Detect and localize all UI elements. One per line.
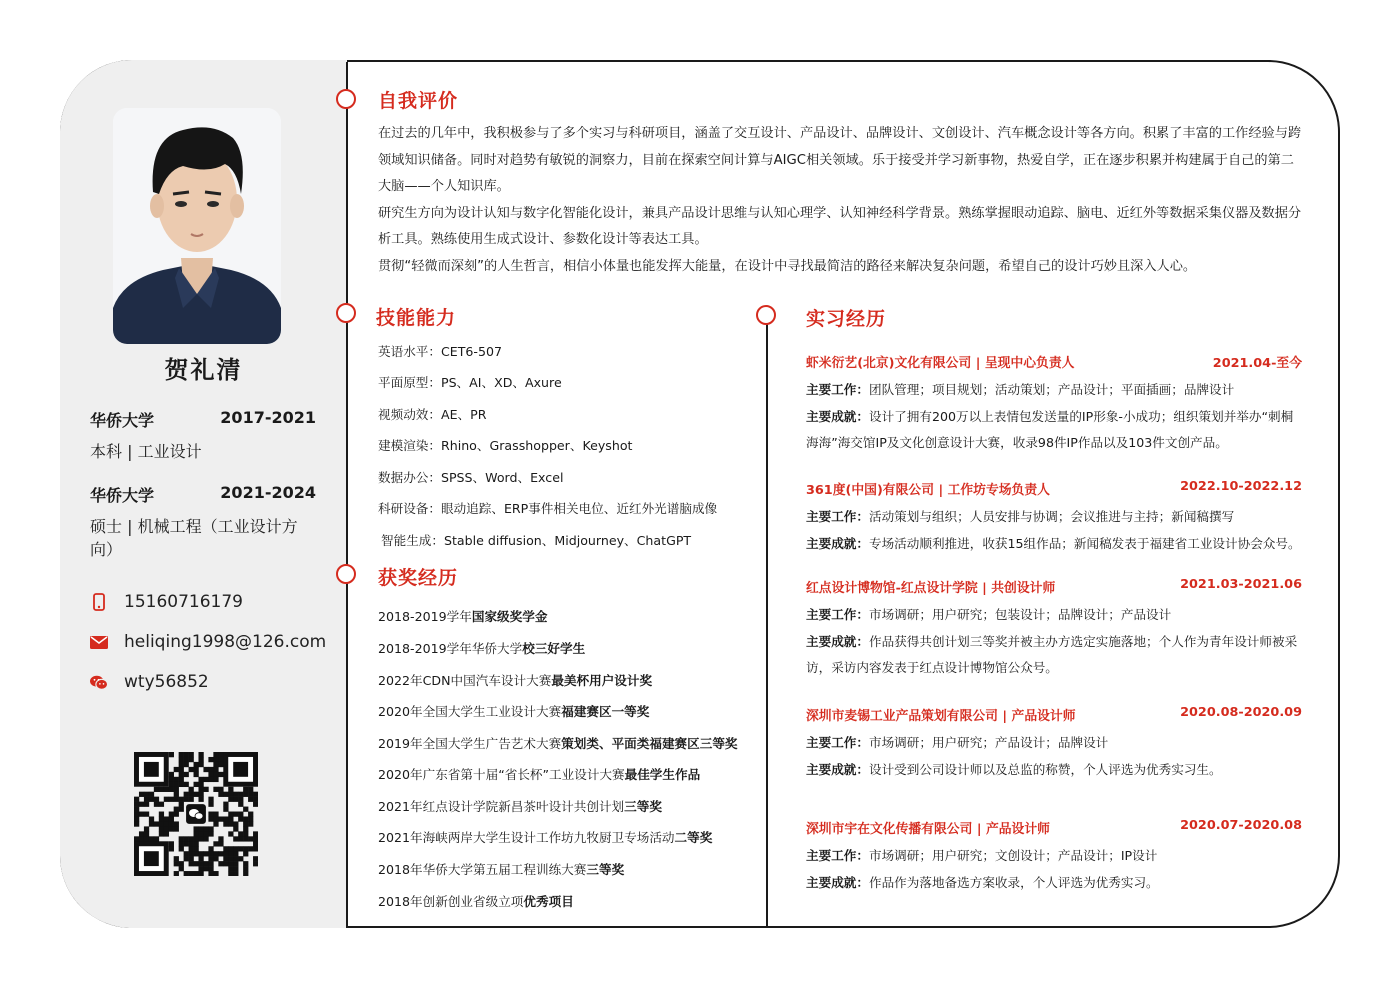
- self-evaluation-text: [378, 121, 1306, 280]
- section-title-internships: 实习经历: [806, 308, 887, 330]
- wechat-icon: [90, 673, 108, 691]
- achievement-line: 主要成就：专场活动顺利推进，收获15组作品；新闻稿发表于福建省工业设计协会众号。: [806, 535, 1301, 551]
- phone-icon: [90, 593, 108, 611]
- date: 2020.07-2020.08: [1180, 818, 1302, 833]
- skill-item: 建模渲染：Rhino、Grasshopper、Keyshot: [378, 438, 633, 453]
- award-item: 2018年华侨大学第五届工程训练大赛三等奖: [378, 862, 625, 877]
- work-line: 主要工作：市场调研；用户研究；文创设计；产品设计；IP设计: [806, 848, 1158, 863]
- mail-icon: [90, 633, 108, 651]
- self-eval-paragraph: 在过去的几年中，我积极参与了多个实习与科研项目，涵盖了交互设计、产品设计、品牌设计、文创设计、汽车概念设计等各方向。积累了丰富的工作经验与跨领域知识储备。同时对趋势有敏锐的洞察力，目前在探索空间计算与AIGC相关领域。乐于接受并学习新事物，热爱自学，正在逐步积累并构建属于自己的第二大脑——个人知识库。: [378, 126, 1302, 194]
- school-years: 2021-2024: [220, 483, 316, 502]
- wechat-qr-code: [134, 752, 258, 876]
- school-years: 2017-2021: [220, 408, 316, 427]
- date: 2020.08-2020.09: [1180, 705, 1302, 720]
- contact-phone: 15160716179: [90, 592, 243, 612]
- self-eval-paragraph: 贯彻“轻微而深刻”的人生哲言，相信小体量也能发挥大能量，在设计中寻找最简洁的路径来解决复杂问题，希望自己的设计巧妙且深入人心。: [378, 258, 1197, 274]
- education-entry: [90, 408, 316, 462]
- date: 2022.10-2022.12: [1180, 479, 1302, 494]
- sidebar-divider: [346, 62, 348, 928]
- company: 虾米衍艺(北京)文化有限公司 | 呈现中心负责人: [806, 356, 1075, 371]
- award-item: 2020年全国大学生工业设计大赛福建赛区一等奖: [378, 704, 650, 719]
- award-item: 2020年广东省第十届“省长杯”工业设计大赛最佳学生作品: [378, 767, 701, 782]
- company: 深圳市宇在文化传播有限公司 | 产品设计师: [806, 822, 1050, 837]
- achievement-line: 主要成就：作品作为落地备选方案收录，个人评选为优秀实习。: [806, 874, 1159, 890]
- work-line: 主要工作：活动策划与组织；人员安排与协调；会议推进与主持；新闻稿撰写: [806, 509, 1235, 524]
- skill-item: 视频动效：AE、PR: [378, 407, 487, 422]
- work-line: 主要工作：市场调研；用户研究；产品设计；品牌设计: [806, 735, 1109, 750]
- award-item: 2018年创新创业省级立项优秀项目: [378, 894, 574, 909]
- school-name: 华侨大学: [90, 486, 155, 505]
- company: 361度(中国)有限公司 | 工作坊专场负责人: [806, 483, 1050, 498]
- contact-email: heliqing1998@126.com: [90, 632, 326, 652]
- internship-entry: [806, 705, 1302, 783]
- achievement-line: 主要成就：作品获得共创计划三等奖并被主办方选定实施落地；个人作为青年设计师被采访，采访内容发表于红点设计博物馆公众号。: [806, 633, 1298, 675]
- section-marker: [336, 303, 356, 323]
- education-entry: [90, 483, 316, 560]
- profile-photo: [113, 108, 281, 344]
- award-item: 2019年全国大学生广告艺术大赛策划类、平面类福建赛区三等奖: [378, 736, 738, 751]
- section-title-skills: 技能能力: [376, 307, 457, 329]
- section-marker: [756, 305, 776, 325]
- skill-item: 平面原型：PS、AI、XD、Axure: [378, 375, 562, 390]
- achievement-line: 主要成就：设计受到公司设计师以及总监的称赞，个人评选为优秀实习生。: [806, 761, 1222, 777]
- self-eval-paragraph: 研究生方向为设计认知与数字化智能化设计，兼具产品设计思维与认知心理学、认知神经科学背景。熟练掌握眼动追踪、脑电、近红外等数据采集仪器及数据分析工具。熟练使用生成式设计、参数化设计等表达工具。: [378, 205, 1302, 247]
- work-line: 主要工作：团队管理；项目规划；活动策划；产品设计；平面插画；品牌设计: [806, 382, 1235, 397]
- award-item: 2021年海峡两岸大学生设计工作坊九牧厨卫专场活动二等奖: [378, 830, 713, 845]
- achievement-line: 主要成就：设计了拥有200万以上表情包发送量的IP形象-小成功；组织策划并举办“刺桐海海”海交馆IP及文化创意设计大赛，收录98件IP作品以及103件文创产品。: [806, 408, 1294, 450]
- section-title-awards: 获奖经历: [378, 567, 459, 589]
- section-marker: [336, 564, 356, 584]
- internship-entry: [806, 479, 1302, 557]
- skill-item: 科研设备：眼动追踪、ERP事件相关电位、近红外光谱脑成像: [378, 501, 718, 516]
- internship-entry: [806, 352, 1302, 457]
- school-name: 华侨大学: [90, 411, 155, 430]
- date: 2021.03-2021.06: [1180, 577, 1302, 592]
- degree: 硕士 | 机械工程（工业设计方向）: [90, 517, 298, 559]
- work-line: 主要工作：市场调研；用户研究；包装设计；品牌设计；产品设计: [806, 607, 1172, 622]
- internship-entry: [806, 577, 1302, 682]
- section-marker: [336, 89, 356, 109]
- skill-item: 智能生成：Stable diffusion、Midjourney、ChatGPT: [381, 533, 692, 548]
- award-item: 2018-2019学年华侨大学校三好学生: [378, 641, 586, 656]
- skill-item: 英语水平：CET6-507: [378, 344, 503, 359]
- column-divider: [766, 316, 768, 928]
- person-name: 贺礼清: [164, 356, 243, 384]
- contact-wechat: wty56852: [90, 672, 209, 692]
- section-title-self-eval: 自我评价: [378, 90, 459, 112]
- award-item: 2018-2019学年国家级奖学金: [378, 609, 548, 624]
- skill-item: 数据办公：SPSS、Word、Excel: [378, 470, 564, 485]
- degree: 本科 | 工业设计: [90, 442, 202, 461]
- internship-entry: [806, 818, 1302, 896]
- date: 2021.04-至今: [1212, 356, 1302, 371]
- company: 深圳市麦锡工业产品策划有限公司 | 产品设计师: [806, 709, 1076, 724]
- company: 红点设计博物馆-红点设计学院 | 共创设计师: [806, 581, 1056, 596]
- award-item: 2022年CDN中国汽车设计大赛最美杯用户设计奖: [378, 673, 653, 688]
- award-item: 2021年红点设计学院新昌茶叶设计共创计划三等奖: [378, 799, 662, 814]
